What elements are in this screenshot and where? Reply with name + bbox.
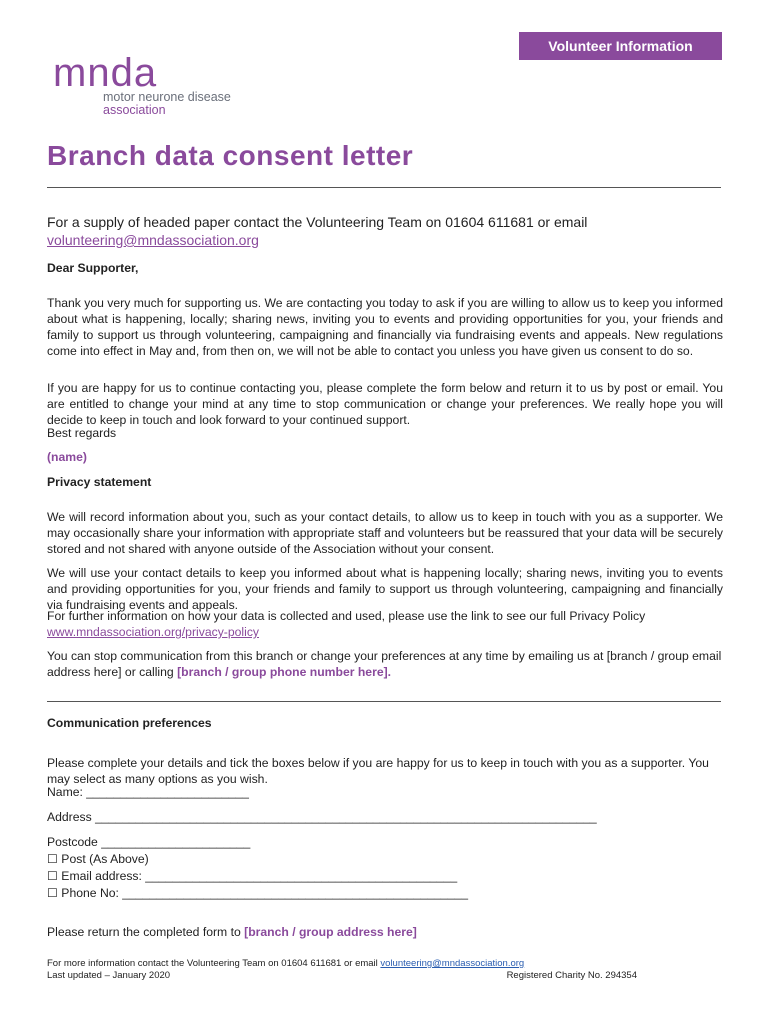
communication-instructions: Please complete your details and tick the boxes below if you are happy for us to keep in touch with you as a supporter. You may select as many options as you wish.: [47, 756, 709, 787]
email-checkbox[interactable]: ☐ Email address: ______________________________________________: [47, 869, 458, 883]
charity-number: Registered Charity No. 294354: [506, 970, 637, 981]
communication-preferences-heading: Communication preferences: [47, 716, 212, 730]
address-field[interactable]: Address __________________________________________________________________________: [47, 810, 597, 824]
title-divider: [47, 187, 721, 188]
volunteer-information-badge: Volunteer Information: [519, 32, 722, 60]
best-regards: Best regards: [47, 426, 117, 440]
privacy-policy-link[interactable]: www.mndassociation.org/privacy-policy: [47, 625, 260, 639]
intro-text: For a supply of headed paper contact the Volunteering Team on 01604 611681 or email: [47, 214, 588, 230]
privacy-policy-text: For further information on how your data is collected and used, please use the link to see our full Privacy Policy: [47, 609, 646, 623]
return-instruction: [47, 924, 723, 940]
postcode-field[interactable]: Postcode ______________________: [47, 835, 251, 849]
paragraph-2: If you are happy for us to continue contacting you, please complete the form below and return it to us by post or email. You are entitled to change your mind at any time to stop communication or change your preferences. We really hope you will decide to keep in touch and look forward to your continued support.: [47, 381, 723, 428]
intro-email-link[interactable]: volunteering@mndassociation.org: [47, 232, 259, 248]
privacy-paragraph-2: We will use your contact details to keep you informed about what is happening locally; sharing news, inviting you to events and providing opportunities for you, your friends and family to support us through volunteering, campaigning and financially via fundraising events and appeals.: [47, 566, 723, 613]
footer: [47, 958, 637, 982]
privacy-paragraph-4: [47, 648, 723, 680]
paragraph-1: Thank you very much for supporting us. We are contacting you today to ask if you are willing to allow us to keep you informed about what is happening, locally; sharing news, inviting you to events and providing opportunities for you, your friends and family to support us through volunteering, campaigning and financially via fundraising events and appeals. New regulations come into effect in May and, from then on, we will not be able to contact you unless you have given us consent to do so.: [47, 296, 723, 359]
privacy-paragraph-3: [47, 608, 723, 640]
footer-email-link[interactable]: volunteering@mndassociation.org: [380, 958, 525, 969]
footer-contact-text: For more information contact the Volunteering Team on 01604 611681 or email: [47, 958, 378, 969]
section-divider: [47, 701, 721, 702]
privacy-heading: Privacy statement: [47, 475, 152, 489]
salutation: Dear Supporter,: [47, 261, 139, 275]
post-checkbox[interactable]: ☐ Post (As Above): [47, 852, 149, 866]
privacy-paragraph-1: We will record information about you, such as your contact details, to allow us to keep in touch with you as a supporter. We may occasionally share your information with appropriate staff and volunteers but be reassured that your data will be securely stored and not shared with anyone outside of the Association without your consent.: [47, 510, 723, 557]
name-placeholder: (name): [47, 450, 87, 464]
intro: [47, 213, 723, 249]
logo-line-1: motor neurone disease: [103, 90, 231, 104]
phone-checkbox[interactable]: ☐ Phone No: ___________________________________________________: [47, 886, 468, 900]
stop-communication-text: You can stop communication from this branch or change your preferences at any time by emailing us at [branch / group email address here] or calling: [47, 649, 722, 679]
logo-line-2: association: [103, 103, 166, 117]
return-text: Please return the completed form to: [47, 925, 241, 939]
logo-subtitle: [103, 91, 231, 117]
page-title: Branch data consent letter: [47, 140, 414, 171]
name-field[interactable]: Name: ________________________: [47, 785, 249, 799]
return-address-placeholder: [branch / group address here]: [244, 925, 417, 939]
phone-number-placeholder: [branch / group phone number here].: [177, 665, 392, 679]
logo-wordmark: mnda: [53, 52, 158, 95]
last-updated: Last updated – January 2020: [47, 970, 171, 981]
